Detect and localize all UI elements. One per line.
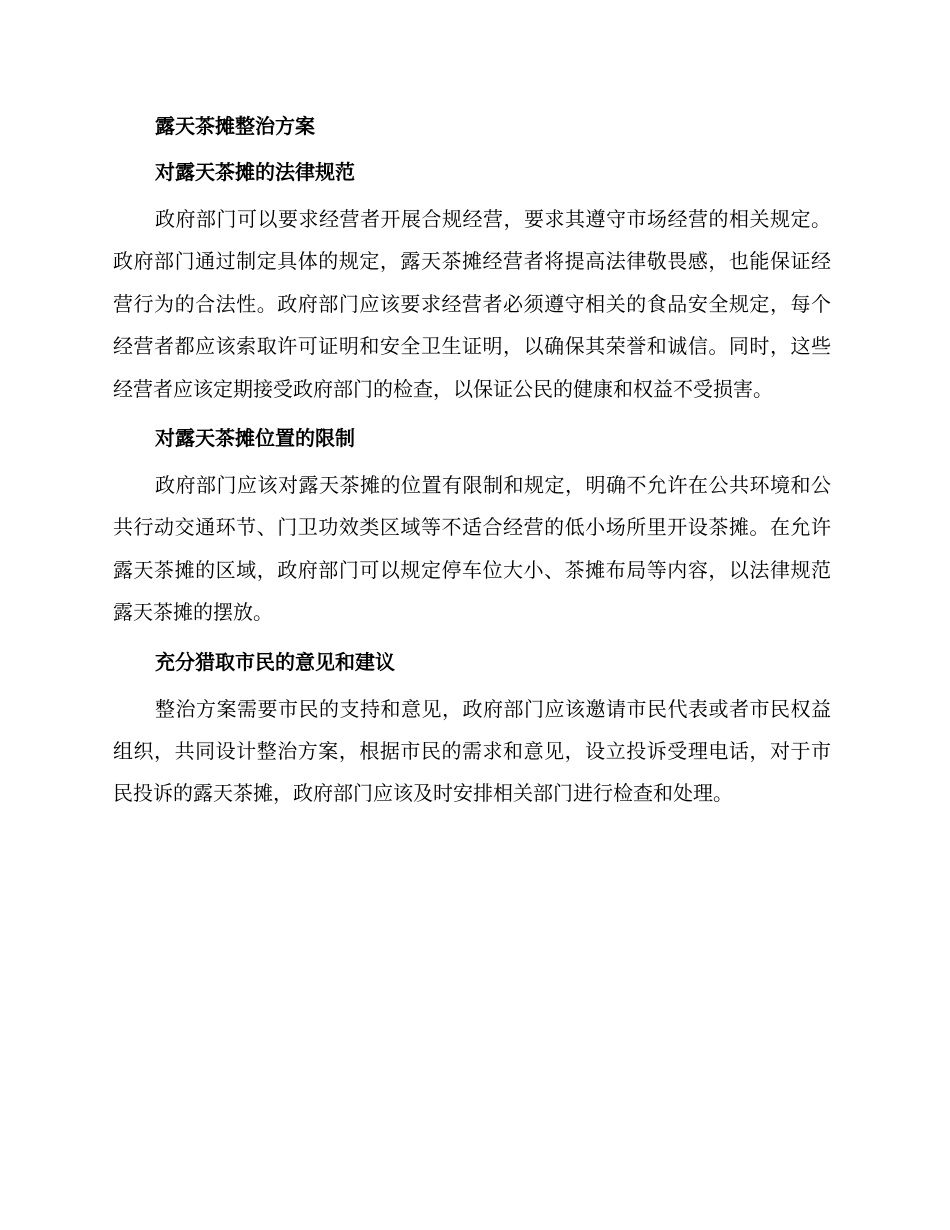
- section-body: 政府部门可以要求经营者开展合规经营，要求其遵守市场经营的相关规定。政府部门通过制定具体的规定，露天茶摊经营者将提高法律敬畏感，也能保证经营行为的合法性。政府部门应该要求经营者必须遵守相关的食品安全规定，每个经营者都应该索取许可证明和安全卫生证明，以确保其荣誉和诚信。同时，这些经营者应该定期接受政府部门的检查，以保证公民的健康和权益不受损害。: [113, 207, 831, 401]
- document-page: [113, 110, 831, 827]
- section-body: 政府部门应该对露天茶摊的位置有限制和规定，明确不允许在公共环境和公共行动交通环节、门卫功效类区域等不适合经营的低小场所里开设茶摊。在允许露天茶摊的区域，政府部门可以规定停车位大小、茶摊布局等内容，以法律规范露天茶摊的摆放。: [113, 473, 831, 625]
- section-heading: 对露天茶摊位置的限制: [155, 426, 355, 451]
- document-title: 露天茶摊整治方案: [155, 114, 315, 138]
- section-heading: 充分猎取市民的意见和建议: [155, 649, 395, 674]
- section-heading: 对露天茶摊的法律规范: [155, 160, 355, 184]
- section-body: 整治方案需要市民的支持和意见，政府部门应该邀请市民代表或者市民权益组织，共同设计整治方案，根据市民的需求和意见，设立投诉受理电话，对于市民投诉的露天茶摊，政府部门应该及时安排相关部门进行检查和处理。: [113, 696, 831, 806]
